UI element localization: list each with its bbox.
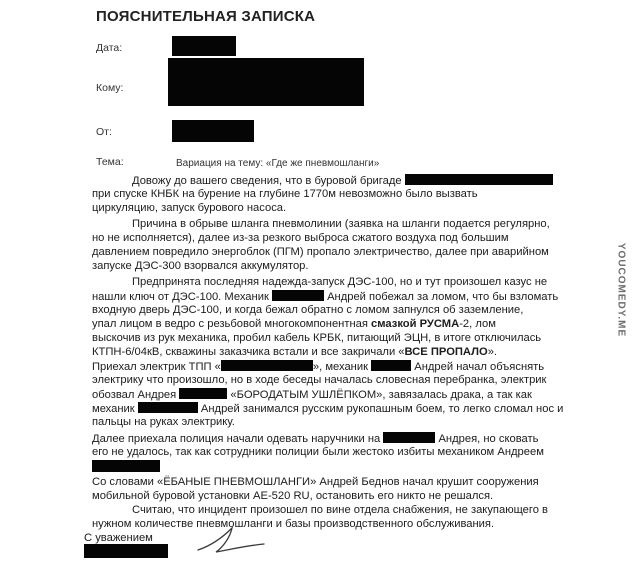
handwritten-signature	[192, 520, 270, 560]
redacted-mechanic-name	[383, 432, 435, 443]
body-line: давлением повредило энергоблок (ПГМ) пропало электричество, далее при аварийном	[92, 246, 549, 258]
document-title: ПОЯСНИТЕЛЬНАЯ ЗАПИСКА	[96, 8, 316, 25]
subject-label: Тема:	[96, 156, 124, 168]
body-line: но не исполняется), далее из-за резкого выброса сжатого воздуха под большим	[92, 232, 509, 244]
redacted-date	[172, 36, 236, 56]
redacted-mechanic-surname	[92, 460, 160, 472]
body-line: Причина в обрыве шланга пневмолинии (заявка на шланги подается регулярно,	[132, 218, 550, 230]
body-line: нашли ключ от ДЭС-100. Механик Андрей побежал за ломом, что бы взломать	[92, 291, 559, 303]
body-line: КТПН-6/04кВ, скважины заказчика встали и все закричали «ВСЕ ПРОПАЛО».	[92, 346, 498, 358]
to-label: Кому:	[96, 82, 124, 94]
from-label: От:	[96, 126, 112, 138]
closing-text: С уважением	[84, 532, 153, 544]
redacted-electrician-company	[221, 360, 313, 371]
redacted-recipient	[168, 58, 364, 106]
redacted-mechanic-name	[138, 402, 198, 413]
body-line: механик Андрей занимался русским рукопашным боем, то легко сломал нос и	[92, 403, 564, 415]
redacted-brigade	[405, 174, 553, 185]
redacted-mechanic-name	[179, 388, 227, 399]
redacted-mechanic-name	[371, 360, 411, 371]
body-line: упал лицом в ведро с резьбовой многокомпонентная смазкой РУСМА-2, лом	[92, 318, 496, 330]
body-line: выскочив из рук механика, пробил кабель КРБК, питающий ЭЦН, в итоге отключилась	[92, 332, 542, 344]
body-line: пальцы на руках электрику.	[92, 416, 235, 428]
body-line: Далее приехала полиция начали одевать наручники на Андрея, но сковать	[92, 433, 539, 445]
redacted-sender	[172, 120, 254, 142]
body-line: электрику что произошло, но в ходе беседы началась словесная перебранка, электрик	[92, 374, 547, 386]
subject-value: Вариация на тему: «Где же пневмошланги»	[176, 158, 380, 169]
body-line: при спуске КНБК на бурение на глубине 1770м невозможно было вызвать	[92, 188, 478, 200]
body-line: циркуляцию, запуск бурового насоса.	[92, 202, 287, 214]
body-line: нужном количестве пневмошланги и базы производственного обслуживания.	[92, 518, 495, 530]
body-line: Довожу до вашего сведения, что в буровой бригаде	[132, 174, 553, 188]
body-line: Предпринята последняя надежда-запуск ДЭС-100, но и тут произошел казус не	[132, 276, 548, 288]
date-label: Дата:	[96, 42, 123, 54]
watermark-text: YOUCOMEDY.ME	[615, 242, 627, 338]
body-line: запуске ДЭС-300 взорвался аккумулятор.	[92, 260, 309, 272]
body-line: мобильной буровой установки АЕ-520 RU, остановить его никто не решался.	[92, 490, 494, 502]
redacted-signer-name	[84, 544, 168, 558]
watermark	[608, 230, 634, 350]
body-line: его не удалось, так как сотрудники полиции были жестоко избиты механиком Андреем	[92, 446, 544, 458]
body-line: Со словами «ЁБАНЫЕ ПНЕВМОШЛАНГИ» Андрей Беднов начал крушит сооружения	[92, 476, 539, 488]
body-line: входную дверь ДЭС-100, и когда бежал обратно с ломом запнулся об заземление,	[92, 304, 524, 316]
body-line: Считаю, что инцидент произошел по вине отдела снабжения, не закупающего в	[132, 504, 548, 516]
redacted-mechanic-name	[272, 290, 324, 301]
body-line: обозвал Андрея «БОРОДАТЫМ УШЛЁПКОМ», завязалась драка, а так как	[92, 389, 532, 401]
body-line: Приехал электрик ТПП « », механик Андрей начал объяснять	[92, 361, 545, 373]
